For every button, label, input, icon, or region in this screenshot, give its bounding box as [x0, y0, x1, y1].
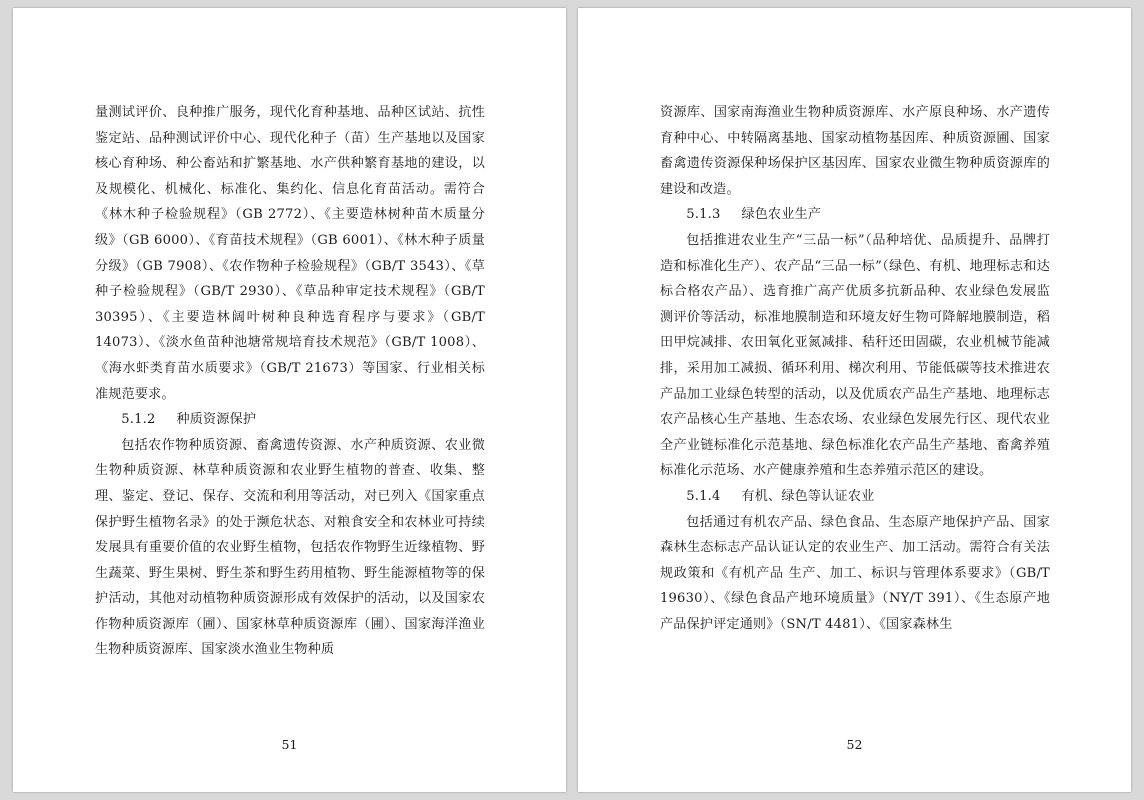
section-number: 5.1.3 — [686, 207, 721, 223]
paragraph: 包括通过有机农产品、绿色食品、生态原产地保护产品、国家森林生态标志产品认证认定的农业生产、加工活动。需符合有关法规政策和《有机产品 生产、加工、标识与管理体系要求》（GB/T 19630）、《绿色食品产地环境质量》（NY/T 391）、《生态原产地产品保护评定通则》（SN/T 4481）、《国家森林生 — [660, 514, 1050, 632]
section-title: 绿色农业生产 — [741, 207, 822, 223]
paragraph: 包括农作物种质资源、畜禽遗传资源、水产种质资源、农业微生物种质资源、林草种质资源和农业野生植物的普查、收集、整理、鉴定、登记、保存、交流和利用等活动，对已列入《国家重点保护野生植物名录》的处于濒危状态、对粮食安全和农林业可持续发展具有重要价值的农业野生植物，包括农作物野生近缘植物、野生蔬菜、野生果树、野生茶和野生药用植物、野生能源植物等的保护活动，其他对动植物种质资源形成有效保护的活动，以及国家农作物种质资源库（圃）、国家林草种质资源库（圃）、国家海洋渔业生物种质资源库、国家淡水渔业生物种质 — [95, 437, 485, 658]
paragraph: 资源库、国家南海渔业生物种质资源库、水产原良种场、水产遗传育种中心、中转隔离基地、国家动植物基因库、种质资源圃、国家畜禽遗传资源保种场保护区基因库、国家农业微生物种质资源库的建设和改造。 — [660, 105, 1050, 197]
section-number: 5.1.2 — [121, 412, 156, 428]
document-page-left — [13, 8, 566, 792]
section-title: 种质资源保护 — [176, 412, 257, 428]
page-number: 52 — [846, 737, 863, 752]
paragraph: 包括推进农业生产“三品一标”（品种培优、品质提升、品牌打造和标准化生产）、农产品“三品一标”（绿色、有机、地理标志和达标合格农产品）、选育推广高产优质多抗新品种、农业绿色发展监测评价等活动，标准地膜制造和环境友好生物可降解地膜制造，稻田甲烷减排、农田氧化亚氮减排、秸秆还田固碳，农业机械节能减排，采用加工减损、循环利用、梯次利用、节能低碳等技术推进农产品加工业绿色转型的活动，以及优质农产品生产基地、地理标志农产品核心生产基地、生态农场、农业绿色发展先行区、现代农业全产业链标准化示范基地、绿色标准化农产品生产基地、畜禽养殖标准化示范场、水产健康养殖和生态养殖示范区的建设。 — [660, 232, 1050, 479]
page-content-left — [95, 100, 485, 663]
section-heading — [660, 202, 1050, 228]
section-heading — [95, 407, 485, 433]
section-number: 5.1.4 — [686, 488, 721, 504]
page-number: 51 — [281, 737, 298, 752]
page-content-right — [660, 100, 1050, 637]
section-heading — [660, 484, 1050, 510]
section-title: 有机、绿色等认证农业 — [741, 488, 875, 504]
document-page-right — [578, 8, 1131, 792]
paragraph: 量测试评价、良种推广服务，现代化育种基地、品种区试站、抗性鉴定站、品种测试评价中心、现代化种子（苗）生产基地以及国家核心育种场、种公畜站和扩繁基地、水产供种繁育基地的建设，以及规模化、机械化、标准化、集约化、信息化育苗活动。需符合《林木种子检验规程》（GB 2772）、《主要造林树种苗木质量分级》（GB 6000）、《育苗技术规程》（GB 6001）、《林木种子质量分级》（GB 7908）、《农作物种子检验规程》（GB/T 3543）、《草种子检验规程》（GB/T 2930）、《草品种审定技术规程》（GB/T 30395）、《主要造林阔叶树种良种选育程序与要求》（GB/T 14073）、《淡水鱼苗种池塘常规培育技术规范》（GB/T 1008）、《海水虾类育苗水质要求》（GB/T 21673）等国家、行业相关标准规范要求。 — [95, 105, 485, 402]
